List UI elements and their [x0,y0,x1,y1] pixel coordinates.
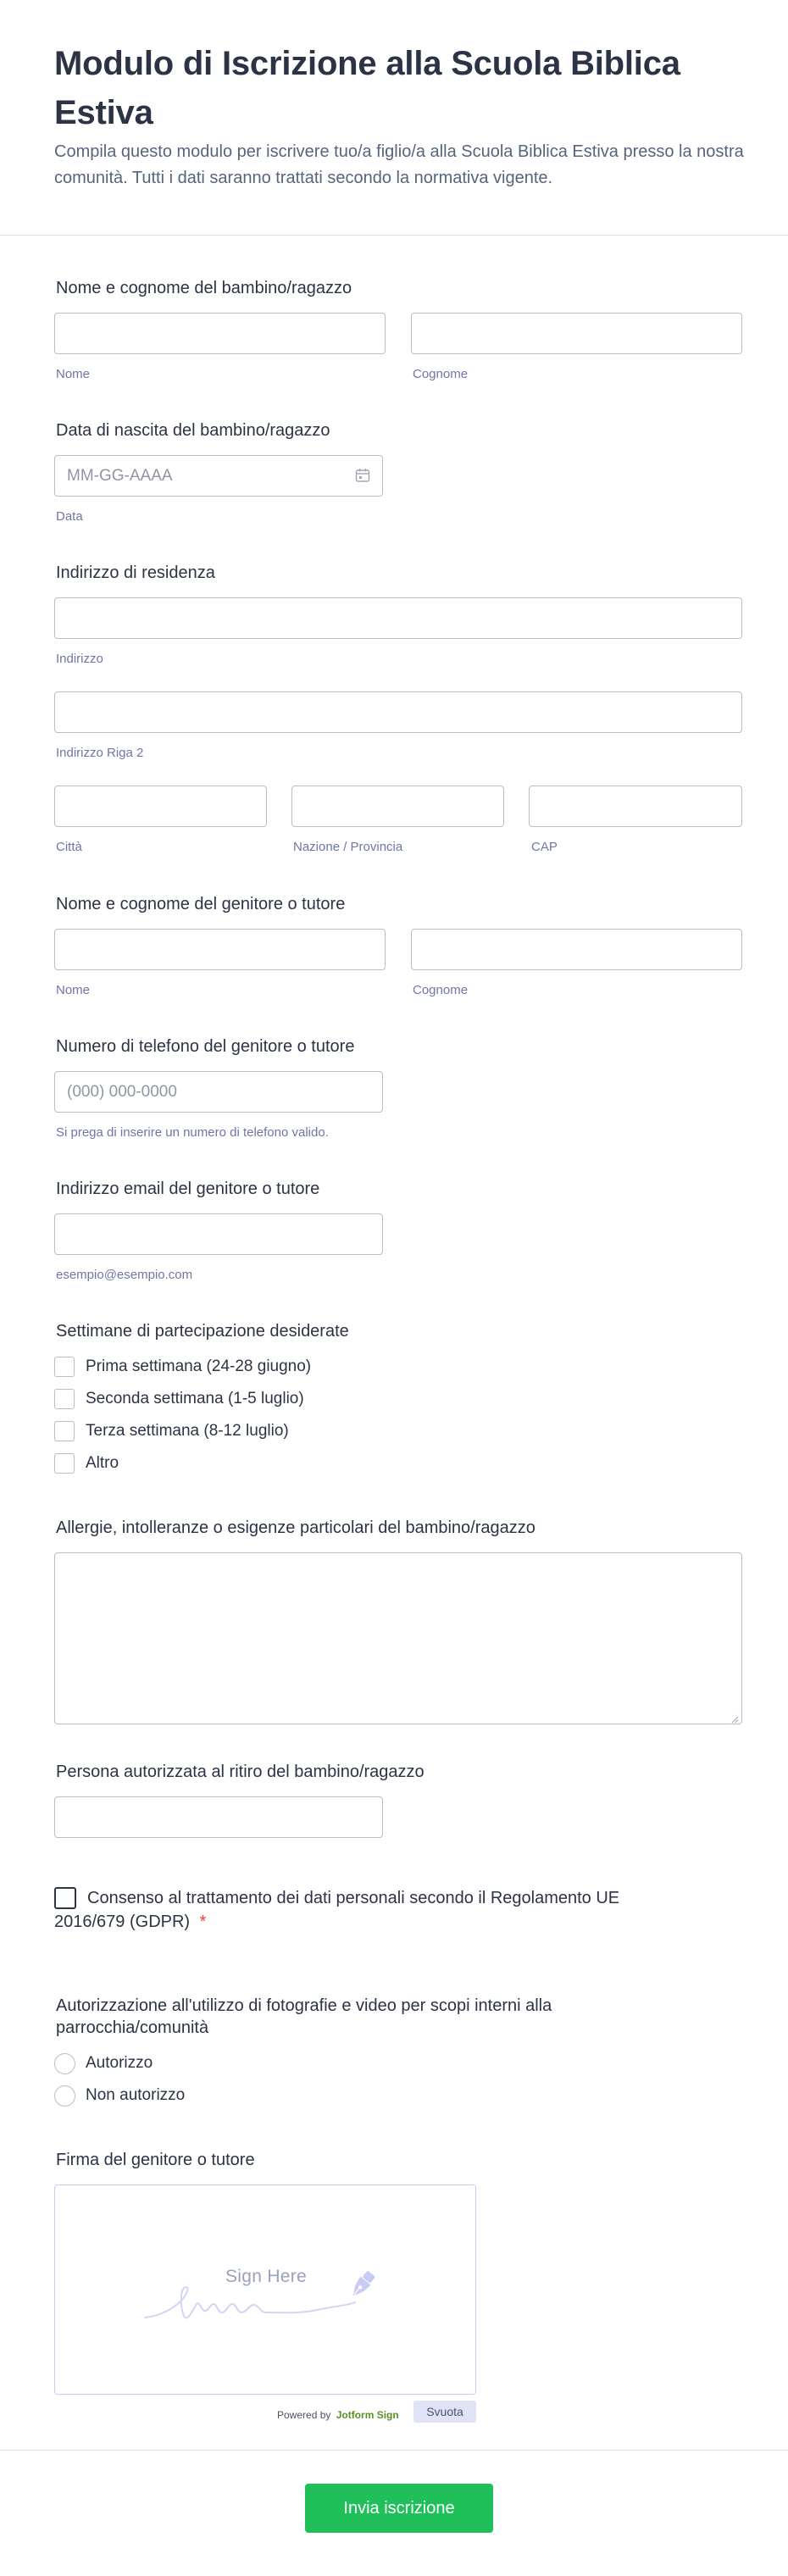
email-input[interactable] [54,1213,383,1255]
address-label: Indirizzo di residenza [56,564,215,582]
phone-placeholder: (000) 000-0000 [67,1083,177,1101]
week-option-3-checkbox[interactable] [54,1421,75,1441]
parent-last-name-input[interactable] [411,929,742,970]
consent-label-line2[interactable]: 2016/679 (GDPR) [54,1913,191,1931]
address-line1-input[interactable] [54,597,742,639]
email-label: Indirizzo email del genitore o tutore [56,1180,320,1198]
birth-date-placeholder: MM-GG-AAAA [67,467,173,485]
week-option-4-checkbox[interactable] [54,1453,75,1474]
photo-option-1-label[interactable]: Autorizzo [86,2054,153,2072]
state-input[interactable] [291,786,504,827]
photo-label-line2: parrocchia/comunità [56,2018,209,2037]
signature-label: Firma del genitore o tutore [56,2151,255,2169]
parent-name-label: Nome e cognome del genitore o tutore [56,895,346,913]
address-line2-sublabel: Indirizzo Riga 2 [56,746,144,760]
birth-date-label: Data di nascita del bambino/ragazzo [56,421,330,440]
consent-checkbox[interactable] [54,1887,76,1909]
parent-first-name-sublabel: Nome [56,983,91,997]
birth-date-input[interactable] [54,455,383,497]
child-first-name-input[interactable] [54,313,386,354]
week-option-3-label[interactable]: Terza settimana (8-12 luglio) [86,1422,289,1440]
zip-sublabel: CAP [531,840,558,854]
child-last-name-input[interactable] [411,313,742,354]
footer-divider [0,2450,788,2451]
calendar-icon[interactable] [355,468,370,483]
address-line1-sublabel: Indirizzo [56,652,103,666]
state-sublabel: Nazione / Provincia [293,840,403,854]
week-option-2-label[interactable]: Seconda settimana (1-5 luglio) [86,1390,304,1407]
email-sublabel: esempio@esempio.com [56,1268,193,1282]
phone-sublabel: Si prega di inserire un numero di telefono valido. [56,1125,329,1140]
allergies-textarea[interactable] [54,1552,742,1724]
allergies-label: Allergie, intolleranze o esigenze particolari del bambino/ragazzo [56,1518,536,1537]
city-input[interactable] [54,786,267,827]
photo-option-2-radio[interactable] [54,2085,75,2107]
powered-by [277,2408,399,2422]
consent-label-line2-row [54,1910,206,1934]
week-option-4-label[interactable]: Altro [86,1454,119,1472]
submit-button[interactable]: Invia iscrizione [305,2484,493,2533]
required-asterisk: * [199,1913,207,1931]
resize-handle-icon[interactable] [730,1713,739,1721]
week-option-1-label[interactable]: Prima settimana (24-28 giugno) [86,1357,312,1375]
child-name-label: Nome e cognome del bambino/ragazzo [56,279,352,297]
pickup-label: Persona autorizzata al ritiro del bambino/ragazzo [56,1763,425,1781]
form-description: Compila questo modulo per iscrivere tuo/a figlio/a alla Scuola Biblica Estiva presso la nostra comunità. Tutti i dati saranno trattati secondo la normativa vigente. [54,142,744,187]
week-option-1-checkbox[interactable] [54,1357,75,1377]
jotform-sign-brand: Jotform Sign [336,2409,399,2421]
consent-label-line1[interactable]: Consenso al trattamento dei dati personali secondo il Regolamento UE [87,1889,620,1907]
address-line2-input[interactable] [54,691,742,733]
photo-option-1-radio[interactable] [54,2053,75,2074]
parent-last-name-sublabel: Cognome [413,983,469,997]
child-last-name-sublabel: Cognome [413,367,469,381]
city-sublabel: Città [56,840,82,854]
child-first-name-sublabel: Nome [56,367,91,381]
zip-input[interactable] [529,786,742,827]
pen-nib-icon [343,2267,380,2304]
signature-pad[interactable] [54,2185,476,2395]
clear-signature-button[interactable]: Svuota [413,2401,476,2423]
sign-here-text: Sign Here [225,2267,308,2286]
parent-first-name-input[interactable] [54,929,386,970]
week-option-2-checkbox[interactable] [54,1389,75,1409]
header-divider [0,235,788,236]
phone-input[interactable] [54,1071,383,1113]
photo-option-2-label[interactable]: Non autorizzo [86,2086,186,2104]
form-title: Modulo di Iscrizione alla Scuola Biblica Estiva [54,45,680,131]
weeks-label: Settimane di partecipazione desiderate [56,1322,349,1341]
pickup-input[interactable] [54,1796,383,1838]
phone-label: Numero di telefono del genitore o tutore [56,1037,355,1056]
photo-label-line1: Autorizzazione all'utilizzo di fotografie e video per scopi interni alla [56,1996,552,2015]
powered-by-text: Powered by [277,2409,331,2421]
birth-date-sublabel: Data [56,509,83,524]
